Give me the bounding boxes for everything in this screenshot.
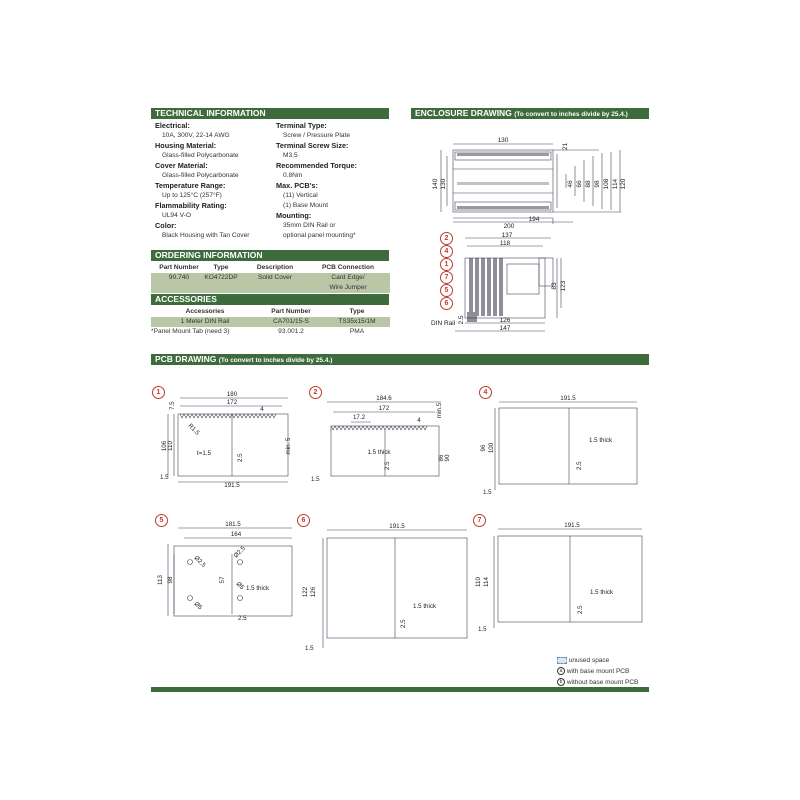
dim-label: 164 xyxy=(230,531,242,538)
spec-label: Electrical: xyxy=(155,121,190,130)
tech-info-header xyxy=(151,108,389,119)
spec-value: 35mm DIN Rail or xyxy=(283,222,336,229)
pcb-drawing-5 xyxy=(150,514,300,624)
dim-label: 200 xyxy=(503,223,515,230)
dim-label: 123 xyxy=(560,280,567,292)
spec-value: 0.8Nm xyxy=(283,172,303,179)
ordering-header-row xyxy=(151,263,390,273)
dim-label: 140 xyxy=(432,178,439,190)
accessories-table xyxy=(151,307,390,339)
cell-part-number: 93.001.2 xyxy=(278,328,304,335)
dim-label: 122 xyxy=(302,586,309,598)
dim-label: 46 xyxy=(567,180,574,188)
pcb-header xyxy=(151,354,649,365)
col-type: Type xyxy=(213,264,229,271)
pcb-drawing-7 xyxy=(470,514,645,634)
dim-label: 1.5 xyxy=(311,476,320,483)
dim-label: 110 xyxy=(167,441,174,451)
dim-label: 1.5 thick xyxy=(246,585,270,592)
cell-type: TS35x15/1M xyxy=(338,318,376,325)
enclosure-title: ENCLOSURE DRAWING xyxy=(415,108,512,118)
enclosure-body xyxy=(453,150,553,212)
accessories-row xyxy=(151,317,390,327)
dim-label: 1.5 xyxy=(160,474,169,481)
cell-accessory: 1 Meter DIN Rail xyxy=(180,318,230,325)
dim-label: 4 xyxy=(260,406,264,413)
dim-label: 57 xyxy=(219,576,226,584)
cell-part-number: 90.740 xyxy=(168,274,190,281)
dim-label: 191.5 xyxy=(224,482,240,489)
spec-label: Terminal Type: xyxy=(276,121,327,130)
dim-label: 7.5 xyxy=(169,401,176,410)
dim-label: 21 xyxy=(562,142,569,150)
ordering-title: ORDERING INFORMATION xyxy=(155,250,263,260)
col-accessories: Accessories xyxy=(185,308,225,315)
dim-label: 108 xyxy=(603,178,610,190)
dim-label: 88 xyxy=(585,180,592,188)
dim-label: 130 xyxy=(440,178,447,190)
dim-label: 1.5 xyxy=(483,489,492,496)
dim-label: 114 xyxy=(612,178,619,190)
dim-label: Ø2.5 xyxy=(232,544,247,560)
spec-value: (11) Vertical xyxy=(283,192,318,199)
dim-label: 130 xyxy=(497,137,509,144)
spec-label: Color: xyxy=(155,221,177,230)
tech-right-column xyxy=(276,121,391,241)
legend-unused-text: unused space xyxy=(568,657,610,664)
circle-callout: 2 xyxy=(440,232,453,245)
enclosure-top-view xyxy=(411,122,649,230)
circle-callout: 4 xyxy=(440,245,453,258)
spec-value: 10A, 300V, 22-14 AWG xyxy=(162,132,230,139)
legend xyxy=(557,655,638,688)
dim-label: 137 xyxy=(501,232,513,239)
spec-value: optional panel mounting* xyxy=(283,232,356,239)
pcb-subtitle: (To convert to inches divide by 25.4.) xyxy=(218,357,333,364)
dim-label: 2.5 xyxy=(576,461,583,470)
spec-value: Screw / Pressure Plate xyxy=(283,132,351,139)
spec-label: Max. PCB's: xyxy=(276,181,318,190)
spec-value: M3.5 xyxy=(283,152,298,159)
dim-label: 1.5 xyxy=(478,626,487,633)
spec-value: Glass-filled Polycarbonate xyxy=(162,152,239,159)
legend-a xyxy=(557,666,638,677)
cell-accessory: *Panel Mount Tab (need 3) xyxy=(151,328,230,335)
spec-value: Glass-filled Polycarbonate xyxy=(162,172,239,179)
spec-value: (1) Base Mount xyxy=(283,202,329,209)
circle-callout: 5 xyxy=(440,284,453,297)
circle-callout: 7 xyxy=(440,271,453,284)
dim-label: 4 xyxy=(417,417,421,424)
cell-pcb-connection-2: Wire Jumper xyxy=(329,284,367,291)
accessories-header-row xyxy=(151,307,390,317)
dim-label: t=1.5 xyxy=(197,450,211,457)
dim-label: 86 xyxy=(438,454,445,462)
pcb-outline xyxy=(327,538,467,638)
dim-label: 114 xyxy=(483,577,490,587)
spec-label: Cover Material: xyxy=(155,161,208,170)
spec-label: Housing Material: xyxy=(155,141,217,150)
dim-label: 17.2 xyxy=(352,414,366,421)
footer-bar xyxy=(151,687,649,692)
pcb-drawing-4 xyxy=(475,386,645,496)
dim-label: 184.6 xyxy=(376,395,392,402)
legend-a-text: with base mount PCB xyxy=(566,668,630,675)
spec-value: Black Housing with Tan Cover xyxy=(162,232,250,239)
dim-label: 90 xyxy=(444,454,451,462)
unused-space-swatch xyxy=(557,657,567,664)
dim-label: Ø2.5 xyxy=(192,554,208,569)
dim-label: 2.5 xyxy=(384,461,391,470)
pcb-number-6: 6 xyxy=(297,514,310,527)
dim-label: 180 xyxy=(226,391,238,398)
legend-b-text: without base mount PCB xyxy=(566,679,639,686)
dim-label: 106 xyxy=(161,440,168,452)
pcb-outline xyxy=(174,546,292,616)
enclosure-header xyxy=(411,108,649,119)
dim-label: 194 xyxy=(528,216,540,223)
col-pcb-connection: PCB Connection xyxy=(321,264,375,271)
dim-label: 1.5 thick xyxy=(413,603,437,610)
cell-part-number: CA701/15-S xyxy=(273,318,309,325)
dim-label: 1.5 thick xyxy=(589,437,613,444)
dim-label: 126 xyxy=(310,586,317,598)
circle-callout: 6 xyxy=(440,297,453,310)
dim-label: min.5 xyxy=(436,402,443,418)
dim-label: R1.5 xyxy=(186,422,201,437)
dim-label: 110 xyxy=(475,577,482,587)
spec-label: Temperature Range: xyxy=(155,181,226,190)
dim-label: 2.5 xyxy=(238,615,247,622)
dim-label: 191.5 xyxy=(389,523,405,530)
accessories-header xyxy=(151,294,389,305)
tech-left-column xyxy=(155,121,285,241)
pcb-drawing-2 xyxy=(309,386,449,490)
ordering-header xyxy=(151,250,389,261)
spec-label: Mounting: xyxy=(276,211,312,220)
cell-description: Solid Cover xyxy=(257,274,293,281)
ordering-table xyxy=(151,263,390,295)
accessories-row xyxy=(151,327,390,337)
pcb-number-2: 2 xyxy=(309,386,322,399)
spec-label: Flammability Rating: xyxy=(155,201,227,210)
dim-label: 83 xyxy=(551,282,558,290)
dim-label: 191.5 xyxy=(560,395,576,402)
dim-label: 191.5 xyxy=(564,522,580,529)
dim-label: 2.5 xyxy=(577,605,584,614)
dim-label: 172 xyxy=(226,399,238,406)
pcb-drawing-6 xyxy=(297,514,472,654)
din-rail-label: DIN Rail xyxy=(431,320,456,327)
tech-info-title: TECHNICAL INFORMATION xyxy=(155,108,266,118)
dim-label: 118 xyxy=(499,240,511,247)
spec-value: Up to 125°C (257°F) xyxy=(162,192,222,199)
pcb-outline xyxy=(499,408,637,484)
dim-label: 96 xyxy=(480,444,487,452)
accessories-title: ACCESSORIES xyxy=(155,294,217,304)
dim-label: 98 xyxy=(594,180,601,188)
dim-label: 172 xyxy=(378,405,390,412)
dim-label: 98 xyxy=(167,576,174,584)
spec-label: Terminal Screw Size: xyxy=(276,141,349,150)
pcb-title: PCB DRAWING xyxy=(155,354,217,364)
dim-label: 2.5 xyxy=(458,315,465,325)
dim-label: 1.5 thick xyxy=(367,449,391,456)
col-part-number: Part Number xyxy=(159,264,199,271)
ordering-row xyxy=(151,273,390,293)
cell-pcb-connection: Card Edge/ xyxy=(331,274,365,281)
circle-callout: 1 xyxy=(440,258,453,271)
pcb-number-7: 7 xyxy=(473,514,486,527)
dim-label: 126 xyxy=(499,317,511,324)
pcb-number-1: 1 xyxy=(152,386,165,399)
pcb-number-4: 4 xyxy=(479,386,492,399)
dim-label: Ø5 xyxy=(234,580,246,592)
dim-label: 2.5 xyxy=(237,453,244,462)
dim-label: 1.5 xyxy=(305,645,314,652)
circle-a-icon: a xyxy=(557,667,565,675)
col-type: Type xyxy=(349,308,365,315)
spec-label: Recommended Torque: xyxy=(276,161,357,170)
dim-label: 2.5 xyxy=(400,619,407,628)
dim-label: min. 5 xyxy=(285,437,292,455)
dim-label: 100 xyxy=(488,442,495,454)
pcb-drawing-1 xyxy=(152,386,292,490)
cell-type: PMA xyxy=(349,328,365,335)
col-description: Description xyxy=(256,264,294,271)
spec-value: UL94 V-O xyxy=(162,212,191,219)
pcb-number-5: 5 xyxy=(155,514,168,527)
legend-unused xyxy=(557,655,638,666)
dim-label: 1.5 thick xyxy=(590,589,614,596)
dim-label: 120 xyxy=(620,178,627,190)
dim-label: Ø5 xyxy=(192,600,204,612)
dim-label: 66 xyxy=(576,180,583,188)
circle-b-icon: b xyxy=(557,678,565,686)
dim-label: 147 xyxy=(499,325,511,332)
enclosure-subtitle: (To convert to inches divide by 25.4.) xyxy=(514,111,628,118)
cell-type: KO4722DP xyxy=(204,274,238,281)
pcb-outline xyxy=(178,414,288,476)
col-part-number: Part Number xyxy=(271,308,311,315)
dim-label: 181.5 xyxy=(225,521,241,528)
dim-label: 113 xyxy=(157,575,164,585)
